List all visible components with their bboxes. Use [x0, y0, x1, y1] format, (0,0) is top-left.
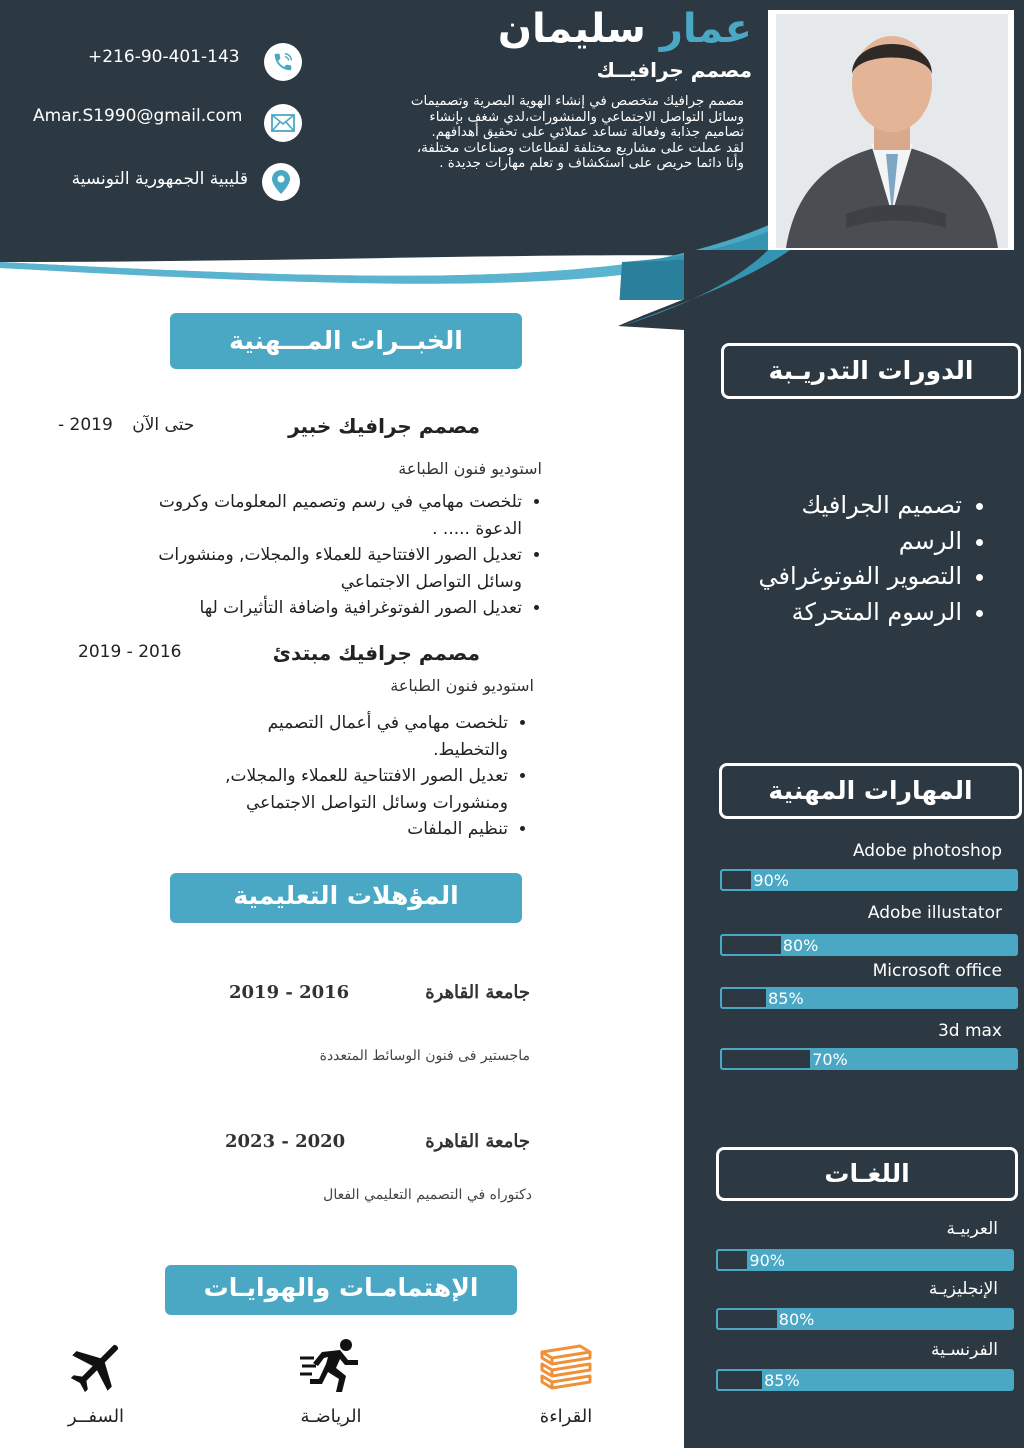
list-item: • تعديل الصور الافتتاحية للعملاء والمجلات, ومنشورات وسائل التواصل الاجتماعي	[198, 763, 508, 816]
language-bar-fill	[747, 1251, 1012, 1269]
hobby-travel-label: السفــر	[67, 1406, 125, 1427]
job-2-date: 2019 - 2016	[78, 642, 182, 662]
skill-percent: 80%	[782, 936, 819, 955]
edu-2-university: جامعة القاهرة	[425, 1131, 530, 1152]
skill-bar-fill	[751, 871, 1016, 889]
job-1-date	[58, 415, 194, 435]
languages-title: اللغـات	[716, 1147, 1018, 1201]
edu-1-degree: ماجستير فى فنون الوسائط المتعددة	[319, 1048, 530, 1064]
courses-title: الدورات التدريـبة	[721, 343, 1021, 399]
list-item: • تلخصت مهامي في أعمال التصميم والتخطيط.	[198, 710, 508, 763]
job-1-title: مصمم جرافيك خبير	[288, 414, 480, 438]
skill-label: 3d max	[937, 1021, 1002, 1041]
education-title: المؤهلات التعليمية	[170, 873, 522, 923]
language-percent: 90%	[749, 1251, 785, 1270]
language-label: العربيـة	[946, 1219, 998, 1239]
skill-percent: 90%	[753, 871, 789, 890]
language-percent: 85%	[764, 1371, 800, 1390]
language-percent: 80%	[778, 1310, 815, 1329]
phone-icon	[264, 43, 302, 81]
language-bar	[716, 1249, 1014, 1271]
language-label: الفرنسـية	[930, 1340, 998, 1360]
skill-label: Adobe photoshop	[852, 841, 1002, 861]
address: قليبية الجمهورية التونسية	[71, 169, 248, 189]
hobby-reading-label: القراءة	[539, 1406, 593, 1427]
list-item: • تعديل الصور الافتتاحية للعملاء والمجلات, ومنشورات وسائل التواصل الاجتماعي	[152, 542, 522, 595]
job-2-company: استوديو فنون الطباعة	[390, 676, 534, 695]
language-bar	[716, 1308, 1014, 1330]
language-bar	[716, 1369, 1014, 1391]
skill-bar	[720, 1048, 1018, 1070]
airplane-icon	[68, 1338, 126, 1398]
profile-summary: مصمم جرافيك متخصص في إنشاء الهوية البصرية وتصميمات وسائل التواصل الاجتماعي والمنشورات،لدي شغف بإنشاء تصاميم جذابة وفعالة تساعد عملائي على تحقيق أهدافهم. لقد عملت على مشاريع مختلفة لقطاعات وصناعات مختلفة، وأنا دائما حريص على استكشاف و تعلم مهارات جديدة .	[410, 94, 744, 171]
edu-2-degree: دكتوراه في التصميم التعليمي الفعال	[323, 1187, 532, 1203]
location-pin-icon	[262, 163, 300, 201]
full-name	[498, 6, 752, 52]
list-item: • تنظيم الملفات	[198, 816, 508, 843]
hobby-sports-label: الرياضـة	[300, 1406, 362, 1427]
skill-bar	[720, 987, 1018, 1009]
job-2-title: مصمم جرافيك مبتدئ	[272, 641, 480, 665]
edu-1-university: جامعة القاهرة	[425, 982, 530, 1003]
skill-percent: 85%	[768, 989, 804, 1008]
courses-list	[672, 488, 994, 630]
email-icon	[264, 104, 302, 142]
email-address: Amar.S1990@gmail.com	[33, 106, 243, 126]
job-1-date-year: - 2019	[58, 415, 113, 435]
experience-title: الخبــرات المـــهنية	[170, 313, 522, 369]
skills-title: المهارات المهنية	[719, 763, 1022, 819]
list-item: • الرسوم المتحركة	[672, 595, 962, 631]
language-label: الإنجليزيـة	[928, 1279, 998, 1299]
skill-label: Adobe illustator	[867, 903, 1002, 923]
list-item: • تعديل الصور الفوتوغرافية واضافة التأثيرات لها	[152, 595, 522, 622]
skill-percent: 70%	[812, 1050, 848, 1069]
list-item: • الرسم	[672, 524, 962, 560]
job-1-company: استوديو فنون الطباعة	[398, 459, 542, 478]
runner-icon	[300, 1338, 364, 1398]
hobbies-title: الإهتمامـات والهوايـات	[165, 1265, 517, 1315]
list-item: • تلخصت مهامي في رسم وتصميم المعلومات وكروت الدعوة ..... .	[152, 489, 522, 542]
job-2-bullets	[198, 710, 526, 843]
skill-bar	[720, 934, 1018, 956]
edu-2-date: 2023 - 2020	[225, 1131, 346, 1152]
last-name: سليمان	[497, 6, 646, 52]
list-item: • التصوير الفوتوغرافي	[672, 559, 962, 595]
first-name: عمار	[659, 6, 752, 52]
skill-label: Microsoft office	[872, 961, 1002, 981]
job-title: مصمم جرافيــك	[596, 58, 752, 82]
phone-number: +216-90-401-143	[88, 47, 240, 67]
job-1-date-prefix: حتى الآن	[132, 415, 195, 435]
sidebar-wave	[618, 250, 1024, 330]
edu-1-date: 2019 - 2016	[229, 982, 350, 1003]
skill-bar	[720, 869, 1018, 891]
list-item: • تصميم الجرافيك	[672, 488, 962, 524]
profile-photo	[776, 14, 1008, 248]
books-icon	[538, 1342, 594, 1394]
job-1-bullets	[152, 489, 540, 622]
